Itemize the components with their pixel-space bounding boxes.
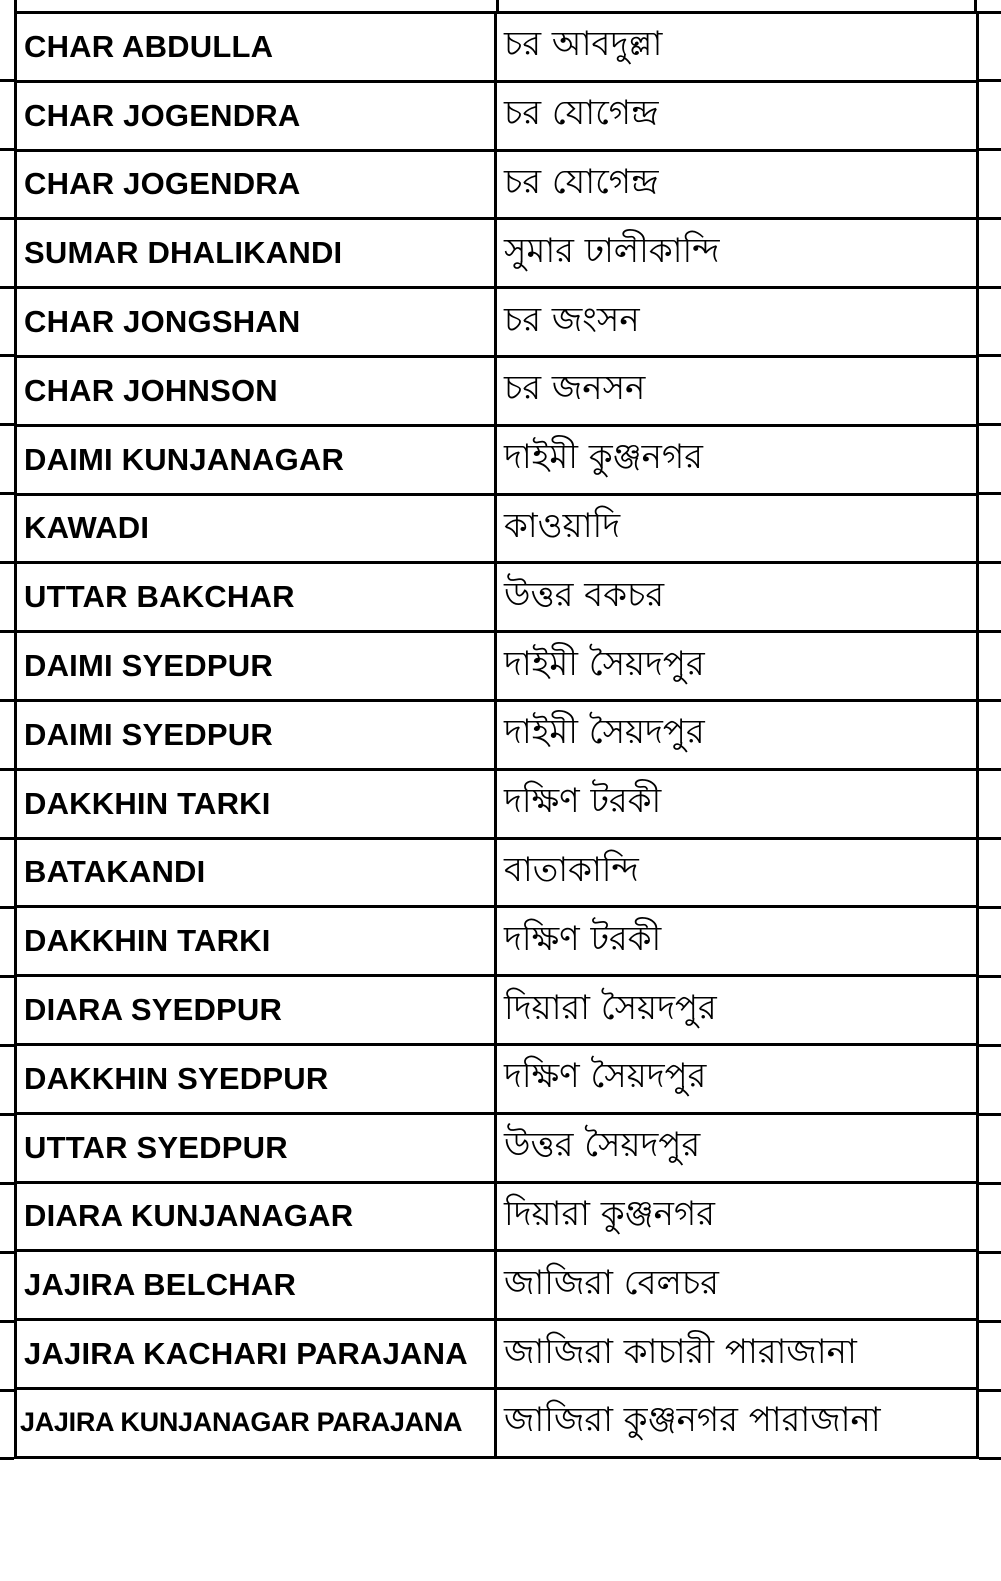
english-name-cell: UTTAR BAKCHAR [16,563,496,632]
english-name-cell: CHAR ABDULLA [16,13,496,82]
english-name-cell: JAJIRA KUNJANAGAR PARAJANA [16,1388,496,1457]
english-name-cell: DAIMI KUNJANAGAR [16,425,496,494]
english-name-cell: DIARA SYEDPUR [16,976,496,1045]
bengali-name-cell: দিয়ারা কুঞ্জনগর [496,1182,978,1251]
bengali-name-cell: দক্ষিণ টরকী [496,907,978,976]
english-name-cell: DAKKHIN TARKI [16,769,496,838]
english-name-cell: UTTAR SYEDPUR [16,1113,496,1182]
village-name-table [14,11,979,1459]
table-row [16,13,978,82]
english-name-cell: DAKKHIN TARKI [16,907,496,976]
english-name-cell: DAIMI SYEDPUR [16,700,496,769]
table-row [16,1388,978,1457]
table-row [16,1113,978,1182]
table-row [16,219,978,288]
bengali-name-cell: দাইমী কুঞ্জনগর [496,425,978,494]
right-adjacent-column-edge [979,0,1001,1460]
bengali-name-cell: দক্ষিণ টরকী [496,769,978,838]
bengali-name-cell: দিয়ারা সৈয়দপুর [496,976,978,1045]
bengali-name-cell: উত্তর বকচর [496,563,978,632]
bengali-name-cell: উত্তর সৈয়দপুর [496,1113,978,1182]
english-name-cell: DAKKHIN SYEDPUR [16,1044,496,1113]
bengali-name-cell: বাতাকান্দি [496,838,978,907]
table-row [16,1251,978,1320]
bengali-name-cell: জাজিরা কাচারী পারাজানা [496,1320,978,1389]
bengali-name-cell: জাজিরা কুঞ্জনগর পারাজানা [496,1388,978,1457]
bengali-name-cell: দাইমী সৈয়দপুর [496,700,978,769]
english-name-cell: SUMAR DHALIKANDI [16,219,496,288]
english-name-cell: DAIMI SYEDPUR [16,632,496,701]
table-row [16,1182,978,1251]
bengali-name-cell: চর আবদুল্লা [496,13,978,82]
english-name-cell: CHAR JOGENDRA [16,81,496,150]
table-row [16,700,978,769]
bengali-name-cell: চর জংসন [496,288,978,357]
english-name-cell: JAJIRA BELCHAR [16,1251,496,1320]
bengali-name-cell: কাওয়াদি [496,494,978,563]
table-row [16,1320,978,1389]
bengali-name-cell: চর জনসন [496,356,978,425]
bengali-name-cell: দাইমী সৈয়দপুর [496,632,978,701]
table-row [16,838,978,907]
table-row [16,288,978,357]
table-row [16,356,978,425]
table-row [16,494,978,563]
english-name-cell: KAWADI [16,494,496,563]
bengali-name-cell: চর যোগেন্দ্র [496,81,978,150]
english-name-cell: CHAR JONGSHAN [16,288,496,357]
bengali-name-cell: সুমার ঢালীকান্দি [496,219,978,288]
table-row [16,976,978,1045]
table-row [16,1044,978,1113]
left-adjacent-column-edge [0,0,14,1460]
table-row [16,632,978,701]
english-name-cell: CHAR JOHNSON [16,356,496,425]
english-name-cell: JAJIRA KACHARI PARAJANA [16,1320,496,1389]
english-name-cell: DIARA KUNJANAGAR [16,1182,496,1251]
english-name-cell: BATAKANDI [16,838,496,907]
table-row [16,425,978,494]
table-row [16,907,978,976]
table-row [16,150,978,219]
table-row [16,81,978,150]
table-row [16,563,978,632]
bengali-name-cell: দক্ষিণ সৈয়দপুর [496,1044,978,1113]
bengali-name-cell: জাজিরা বেলচর [496,1251,978,1320]
bengali-name-cell: চর যোগেন্দ্র [496,150,978,219]
table-row [16,769,978,838]
english-name-cell: CHAR JOGENDRA [16,150,496,219]
